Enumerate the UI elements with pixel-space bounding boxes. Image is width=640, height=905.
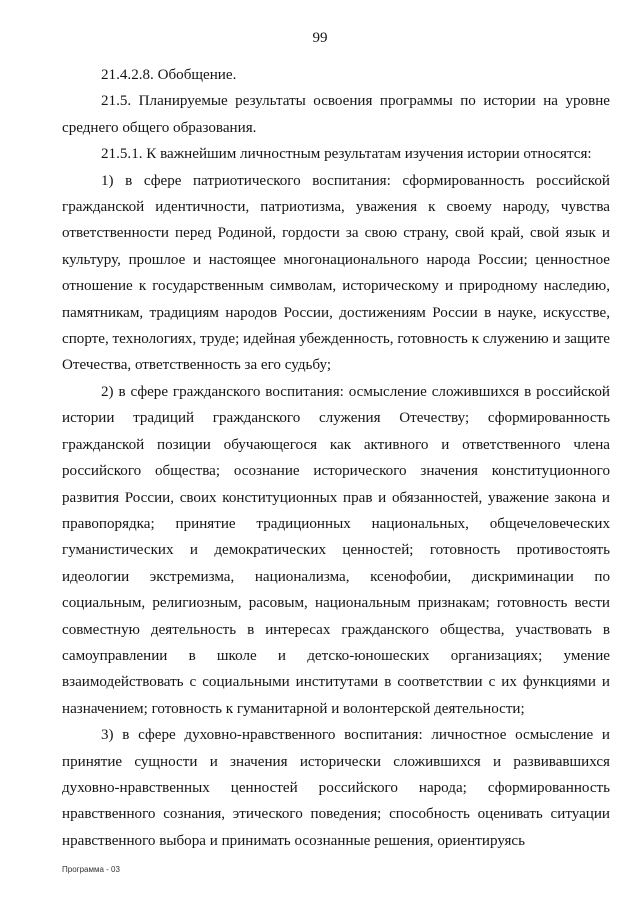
document-body	[62, 62, 610, 854]
list-item-patriotic-education: 1) в сфере патриотического воспитания: сформированность российской гражданской идентичности, патриотизма, уважения к своему народу, чувства ответственности перед Родиной, гордости за свою страну, свой край, свой язык и культуру, прошлое и настоящее многонационального народа России; ценностное отношение к государственным символам, историческому и природному наследию, памятникам, традициям народов России, достижениям России в науке, искусстве, спорте, технологиях, труде; идейная убежденность, готовность к служению и защите Отечества, ответственность за его судьбу;	[62, 172, 610, 374]
list-item-civic-education: 2) в сфере гражданского воспитания: осмысление сложившихся в российской истории традиций гражданского служения Отечеству; сформированность гражданской позиции обучающегося как активного и ответственного члена российского общества; осознание исторического значения конституционного развития России, своих конституционных прав и обязанностей, уважение закона и правопорядка; принятие традиционных национальных, общечеловеческих гуманистических и демократических ценностей; готовность противостоять идеологии экстремизма, национализма, ксенофобии, дискриминации по социальным, религиозным, расовым, национальным признакам; готовность вести совместную деятельность в интересах гражданского общества, участвовать в самоуправлении в школе и детско-юношеских организациях; умение взаимодействовать с социальными институтами в соответствии с их функциями и назначением; готовность к гуманитарной и волонтерской деятельности;	[62, 383, 610, 717]
page-number: 99	[312, 30, 328, 46]
section-heading-21-4-2-8: 21.4.2.8. Обобщение.	[101, 67, 237, 83]
section-heading-21-5: 21.5. Планируемые результаты освоения программы по истории на уровне среднего общего образования.	[62, 93, 610, 136]
list-item-moral-education: 3) в сфере духовно-нравственного воспитания: личностное осмысление и принятие сущности и значения исторически сложившихся и развивавшихся духовно-нравственных ценностей российского народа; сформированность нравственного сознания, этического поведения; способность оценивать ситуации нравственного выбора и принимать осознанные решения, ориентируясь	[62, 727, 610, 849]
paragraph-21-5-1: 21.5.1. К важнейшим личностным результатам изучения истории относятся:	[101, 146, 592, 163]
footer-label: Программа - 03	[62, 865, 120, 874]
